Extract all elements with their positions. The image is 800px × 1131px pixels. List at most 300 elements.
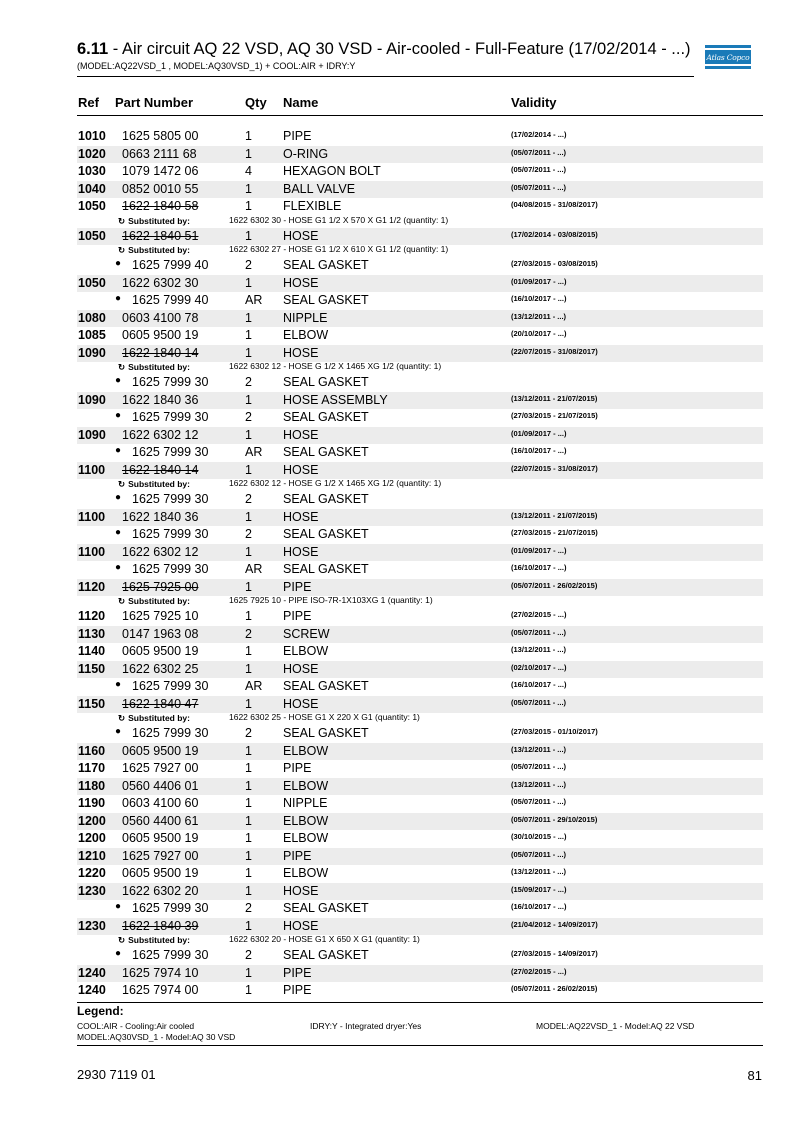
name-cell: SEAL GASKET	[283, 293, 369, 307]
validity-cell: (13/12/2011 - ...)	[511, 744, 567, 754]
ref-cell: 1050	[78, 275, 106, 290]
substituted-label: ↻ Substituted by:	[118, 713, 190, 723]
qty-cell: 2	[245, 901, 252, 915]
validity-cell: (27/02/2015 - ...)	[511, 966, 567, 976]
substituted-label: ↻ Substituted by:	[118, 479, 190, 489]
table-row	[77, 409, 763, 427]
bullet-icon: ●	[115, 375, 122, 386]
part-number-cell: 0603 4100 78	[122, 310, 199, 325]
table-row	[77, 257, 763, 275]
qty-cell: 2	[245, 375, 252, 389]
name-cell: ELBOW	[283, 743, 329, 758]
ref-cell: 1220	[78, 866, 106, 880]
qty-cell: AR	[245, 445, 263, 459]
table-row	[77, 427, 763, 445]
qty-cell: AR	[245, 679, 263, 693]
name-cell: HEXAGON BOLT	[283, 164, 381, 178]
name-cell: HOSE	[283, 462, 319, 477]
ref-cell: 1100	[78, 509, 106, 524]
qty-cell: 4	[245, 164, 252, 178]
substitution-text: 1622 6302 20 - HOSE G1 X 650 X G1 (quantity: 1)	[229, 934, 420, 944]
part-number-cell: 0852 0010 55	[122, 181, 199, 196]
validity-cell: (30/10/2015 - ...)	[511, 832, 567, 841]
name-cell: HOSE	[283, 661, 319, 676]
part-number-cell: 1625 7974 10	[122, 965, 199, 980]
bullet-icon: ●	[115, 726, 122, 737]
part-number-cell: 1625 7999 30	[132, 679, 209, 693]
ref-cell: 1230	[78, 883, 106, 898]
substitution-row	[77, 479, 763, 491]
table-row	[77, 760, 763, 778]
qty-cell: AR	[245, 293, 263, 307]
qty-cell: 1	[245, 796, 252, 810]
table-row	[77, 491, 763, 509]
table-row	[77, 696, 763, 714]
part-number-cell: 1625 7999 30	[132, 948, 209, 962]
validity-cell: (13/12/2011 - ...)	[511, 311, 567, 321]
substituted-label: ↻ Substituted by:	[118, 245, 190, 255]
table-row	[77, 526, 763, 544]
name-cell: HOSE	[283, 228, 319, 243]
substitution-text: 1622 6302 30 - HOSE G1 1/2 X 570 X G1 1/2 (quantity: 1)	[229, 214, 449, 225]
validity-cell: (05/07/2011 - 26/02/2015)	[511, 580, 598, 590]
qty-cell: 1	[245, 228, 252, 243]
table-row	[77, 626, 763, 644]
table-row	[77, 292, 763, 310]
table-row	[77, 778, 763, 796]
part-number-cell: 1622 1840 14	[122, 462, 199, 477]
validity-cell: (16/10/2017 - ...)	[511, 294, 567, 303]
table-row	[77, 509, 763, 527]
validity-cell: (02/10/2017 - ...)	[511, 662, 567, 672]
part-number-cell: 1625 7999 30	[132, 445, 209, 459]
part-number-cell: 1622 1840 14	[122, 345, 199, 360]
qty-cell: 1	[245, 544, 252, 559]
qty-cell: 1	[245, 427, 252, 442]
table-row	[77, 883, 763, 901]
legend-item: COOL:AIR - Cooling:Air cooled	[77, 1021, 195, 1031]
validity-cell: (05/07/2011 - ...)	[511, 627, 567, 637]
qty-cell: 1	[245, 328, 252, 342]
table-row	[77, 310, 763, 328]
name-cell: SEAL GASKET	[283, 492, 369, 506]
table-row	[77, 444, 763, 462]
part-number-cell: 1625 7999 30	[132, 375, 209, 389]
table-row	[77, 327, 763, 345]
name-cell: HOSE	[283, 275, 319, 290]
ref-cell: 1010	[78, 129, 106, 143]
col-ref: Ref	[78, 95, 99, 110]
qty-cell: 1	[245, 661, 252, 676]
legend-item: IDRY:Y - Integrated dryer:Yes	[310, 1021, 422, 1031]
qty-cell: 2	[245, 258, 252, 272]
ref-cell: 1020	[78, 146, 106, 161]
qty-cell: 1	[245, 831, 252, 845]
part-number-cell: 1625 5805 00	[122, 129, 199, 143]
validity-cell: (27/03/2015 - 14/09/2017)	[511, 949, 598, 958]
refresh-icon: ↻	[118, 215, 126, 226]
table-row	[77, 947, 763, 965]
validity-cell: (27/03/2015 - 21/07/2015)	[511, 528, 598, 537]
legend	[77, 1002, 763, 1046]
name-cell: SEAL GASKET	[283, 258, 369, 272]
ref-cell: 1210	[78, 848, 106, 863]
qty-cell: 1	[245, 644, 252, 658]
part-number-cell: 1622 1840 36	[122, 392, 199, 407]
table-row	[77, 544, 763, 562]
validity-cell: (15/09/2017 - ...)	[511, 884, 567, 894]
validity-cell: (05/07/2011 - ...)	[511, 849, 567, 859]
ref-cell: 1120	[78, 579, 106, 594]
part-number-cell: 1625 7925 10	[122, 609, 199, 623]
table-row	[77, 795, 763, 813]
qty-cell: 1	[245, 866, 252, 880]
ref-cell: 1170	[78, 761, 106, 775]
qty-cell: 1	[245, 129, 252, 143]
validity-cell: (01/09/2017 - ...)	[511, 545, 567, 555]
ref-cell: 1240	[78, 983, 106, 997]
name-cell: SEAL GASKET	[283, 445, 369, 459]
part-number-cell: 1625 7999 30	[132, 410, 209, 424]
page-number: 81	[747, 1068, 762, 1083]
part-number-cell: 1625 7927 00	[122, 848, 199, 863]
substituted-label: ↻ Substituted by:	[118, 935, 190, 945]
validity-cell: (05/07/2011 - 26/02/2015)	[511, 984, 598, 993]
substitution-text: 1625 7925 10 - PIPE ISO-7R-1X103XG 1 (quantity: 1)	[229, 595, 433, 605]
table-row	[77, 228, 763, 246]
col-part-number: Part Number	[115, 95, 194, 110]
table-row	[77, 579, 763, 597]
ref-cell: 1230	[78, 918, 106, 933]
model-filter: (MODEL:AQ22VSD_1 , MODEL:AQ30VSD_1) + COOL:AIR + IDRY:Y	[77, 61, 356, 71]
qty-cell: 1	[245, 813, 252, 828]
part-number-cell: 1625 7999 40	[132, 293, 209, 307]
name-cell: HOSE	[283, 345, 319, 360]
qty-cell: 1	[245, 392, 252, 407]
refresh-icon: ↻	[118, 245, 126, 255]
qty-cell: 1	[245, 918, 252, 933]
validity-cell: (16/10/2017 - ...)	[511, 563, 567, 572]
part-number-cell: 1622 1840 47	[122, 696, 199, 711]
substitution-row	[77, 713, 763, 725]
name-cell: HOSE	[283, 696, 319, 711]
ref-cell: 1240	[78, 965, 106, 980]
ref-cell: 1090	[78, 427, 106, 442]
table-row	[77, 678, 763, 696]
part-number-cell: 1625 7927 00	[122, 761, 199, 775]
substitution-row	[77, 216, 763, 228]
name-cell: SEAL GASKET	[283, 679, 369, 693]
part-number-cell: 0605 9500 19	[122, 831, 199, 845]
table-row	[77, 181, 763, 199]
qty-cell: 1	[245, 579, 252, 594]
bullet-icon: ●	[115, 445, 122, 456]
table-row	[77, 982, 763, 1000]
qty-cell: 2	[245, 948, 252, 962]
table-row	[77, 462, 763, 480]
part-number-cell: 1622 6302 20	[122, 883, 199, 898]
bullet-icon: ●	[115, 258, 122, 269]
qty-cell: 2	[245, 410, 252, 424]
part-number-cell: 0560 4400 61	[122, 813, 199, 828]
bullet-icon: ●	[115, 901, 122, 912]
ref-cell: 1200	[78, 831, 106, 845]
column-headers	[77, 95, 763, 116]
name-cell: ELBOW	[283, 831, 329, 845]
validity-cell: (17/02/2014 - ...)	[511, 130, 567, 139]
name-cell: SEAL GASKET	[283, 562, 369, 576]
name-cell: HOSE	[283, 427, 319, 442]
table-row	[77, 918, 763, 936]
qty-cell: 2	[245, 527, 252, 541]
refresh-icon: ↻	[118, 596, 126, 606]
part-number-cell: 1625 7999 30	[132, 726, 209, 740]
document-number: 2930 7119 01	[77, 1067, 156, 1082]
ref-cell: 1190	[78, 796, 106, 810]
part-number-cell: 0560 4406 01	[122, 778, 199, 793]
part-number-cell: 1622 1840 51	[122, 228, 199, 243]
validity-cell: (13/12/2011 - ...)	[511, 779, 567, 789]
name-cell: PIPE	[283, 848, 312, 863]
name-cell: ELBOW	[283, 813, 329, 828]
validity-cell: (05/07/2011 - ...)	[511, 797, 567, 806]
name-cell: PIPE	[283, 761, 312, 775]
substitution-text: 1622 6302 12 - HOSE G 1/2 X 1465 XG 1/2 (quantity: 1)	[229, 361, 442, 371]
table-row	[77, 900, 763, 918]
refresh-icon: ↻	[118, 713, 126, 723]
name-cell: HOSE	[283, 509, 319, 524]
name-cell: SEAL GASKET	[283, 726, 369, 740]
ref-cell: 1100	[78, 544, 106, 559]
header-rule	[77, 76, 694, 77]
table-row	[77, 643, 763, 661]
qty-cell: 1	[245, 146, 252, 161]
part-number-cell: 1622 1840 58	[122, 199, 199, 213]
bullet-icon: ●	[115, 492, 122, 503]
table-row	[77, 561, 763, 579]
ref-cell: 1050	[78, 228, 106, 243]
table-row	[77, 163, 763, 181]
validity-cell: (05/07/2011 - ...)	[511, 147, 567, 157]
qty-cell: 1	[245, 761, 252, 775]
bullet-icon: ●	[115, 948, 122, 959]
name-cell: PIPE	[283, 965, 312, 980]
table-row	[77, 198, 763, 216]
part-number-cell: 1625 7999 40	[132, 258, 209, 272]
parts-table	[77, 128, 763, 1000]
table-row	[77, 725, 763, 743]
validity-cell: (04/08/2015 - 31/08/2017)	[511, 200, 598, 209]
name-cell: HOSE ASSEMBLY	[283, 392, 388, 407]
ref-cell: 1040	[78, 181, 106, 196]
validity-cell: (22/07/2015 - 31/08/2017)	[511, 346, 598, 356]
name-cell: O-RING	[283, 146, 329, 161]
name-cell: NIPPLE	[283, 310, 328, 325]
name-cell: SEAL GASKET	[283, 948, 369, 962]
substitution-text: 1622 6302 12 - HOSE G 1/2 X 1465 XG 1/2 (quantity: 1)	[229, 478, 442, 488]
table-row	[77, 608, 763, 626]
part-number-cell: 1625 7999 30	[132, 527, 209, 541]
name-cell: HOSE	[283, 544, 319, 559]
qty-cell: 1	[245, 199, 252, 213]
name-cell: SEAL GASKET	[283, 410, 369, 424]
qty-cell: 1	[245, 609, 252, 623]
table-row	[77, 813, 763, 831]
name-cell: ELBOW	[283, 328, 329, 342]
qty-cell: 1	[245, 743, 252, 758]
part-number-cell: 1079 1472 06	[122, 164, 199, 178]
name-cell: PIPE	[283, 609, 312, 623]
part-number-cell: 1625 7999 30	[132, 901, 209, 915]
part-number-cell: 0663 2111 68	[122, 146, 197, 161]
substitution-row	[77, 245, 763, 257]
validity-cell: (22/07/2015 - 31/08/2017)	[511, 463, 598, 473]
qty-cell: 1	[245, 345, 252, 360]
part-number-cell: 0147 1963 08	[122, 626, 199, 641]
table-row	[77, 865, 763, 883]
qty-cell: 1	[245, 848, 252, 863]
substituted-label: ↻ Substituted by:	[118, 215, 190, 226]
validity-cell: (05/07/2011 - ...)	[511, 182, 567, 192]
col-name: Name	[283, 95, 319, 110]
validity-cell: (21/04/2012 - 14/09/2017)	[511, 919, 598, 929]
table-row	[77, 392, 763, 410]
part-number-cell: 1622 1840 39	[122, 918, 199, 933]
substitution-row	[77, 935, 763, 947]
validity-cell: (16/10/2017 - ...)	[511, 680, 567, 689]
part-number-cell: 1622 1840 36	[122, 509, 199, 524]
part-number-cell: 0605 9500 19	[122, 328, 199, 342]
name-cell: SEAL GASKET	[283, 375, 369, 389]
ref-cell: 1180	[78, 778, 106, 793]
legend-item: MODEL:AQ30VSD_1 - Model:AQ 30 VSD	[77, 1032, 236, 1042]
validity-cell: (16/10/2017 - ...)	[511, 902, 567, 911]
name-cell: ELBOW	[283, 866, 329, 880]
part-number-cell: 1625 7974 00	[122, 983, 199, 997]
refresh-icon: ↻	[118, 362, 126, 372]
validity-cell: (13/12/2011 - ...)	[511, 645, 567, 654]
part-number-cell: 1622 6302 12	[122, 427, 199, 442]
part-number-cell: 0605 9500 19	[122, 866, 199, 880]
validity-cell: (05/07/2011 - ...)	[511, 165, 567, 174]
part-number-cell: 1622 6302 30	[122, 275, 199, 290]
ref-cell: 1090	[78, 392, 106, 407]
part-number-cell: 0603 4100 60	[122, 796, 199, 810]
table-row	[77, 275, 763, 293]
part-number-cell: 0605 9500 19	[122, 743, 199, 758]
validity-cell: (17/02/2014 - 03/08/2015)	[511, 229, 598, 239]
qty-cell: 1	[245, 275, 252, 290]
section-number: 6.11	[77, 40, 109, 58]
name-cell: PIPE	[283, 983, 312, 997]
validity-cell: (27/02/2015 - ...)	[511, 610, 567, 619]
refresh-icon: ↻	[118, 479, 126, 489]
col-validity: Validity	[511, 95, 557, 110]
name-cell: SEAL GASKET	[283, 527, 369, 541]
substitution-row	[77, 596, 763, 608]
name-cell: PIPE	[283, 579, 312, 594]
name-cell: FLEXIBLE	[283, 199, 342, 213]
qty-cell: 1	[245, 778, 252, 793]
table-row	[77, 830, 763, 848]
ref-cell: 1150	[78, 661, 106, 676]
qty-cell: 1	[245, 983, 252, 997]
validity-cell: (13/12/2011 - 21/07/2015)	[511, 393, 598, 403]
qty-cell: 1	[245, 310, 252, 325]
refresh-icon: ↻	[118, 935, 126, 945]
legend-item: MODEL:AQ22VSD_1 - Model:AQ 22 VSD	[536, 1021, 695, 1031]
name-cell: SEAL GASKET	[283, 901, 369, 915]
validity-cell: (05/07/2011 - ...)	[511, 762, 567, 771]
name-cell: ELBOW	[283, 778, 329, 793]
qty-cell: 1	[245, 462, 252, 477]
name-cell: BALL VALVE	[283, 181, 356, 196]
ref-cell: 1050	[78, 199, 106, 213]
ref-cell: 1080	[78, 310, 106, 325]
ref-cell: 1150	[78, 696, 106, 711]
qty-cell: 2	[245, 626, 252, 641]
validity-cell: (13/12/2011 - ...)	[511, 867, 567, 876]
qty-cell: 2	[245, 726, 252, 740]
section-title: - Air circuit AQ 22 VSD, AQ 30 VSD - Air-cooled - Full-Feature (17/02/2014 - ...)	[108, 40, 691, 58]
validity-cell: (05/07/2011 - ...)	[511, 697, 567, 707]
qty-cell: 1	[245, 883, 252, 898]
table-row	[77, 146, 763, 164]
validity-cell: (20/10/2017 - ...)	[511, 329, 567, 338]
validity-cell: (13/12/2011 - 21/07/2015)	[511, 510, 598, 520]
table-row	[77, 965, 763, 983]
atlas-copco-logo	[705, 45, 751, 69]
bullet-icon: ●	[115, 410, 122, 421]
ref-cell: 1120	[78, 609, 106, 623]
substituted-label: ↻ Substituted by:	[118, 596, 190, 606]
name-cell: NIPPLE	[283, 796, 328, 810]
substitution-row	[77, 362, 763, 374]
validity-cell: (27/03/2015 - 03/08/2015)	[511, 259, 598, 268]
substitution-text: 1622 6302 27 - HOSE G1 1/2 X 610 X G1 1/2 (quantity: 1)	[229, 244, 449, 254]
name-cell: HOSE	[283, 918, 319, 933]
validity-cell: (01/09/2017 - ...)	[511, 428, 567, 438]
table-row	[77, 743, 763, 761]
substitution-text: 1622 6302 25 - HOSE G1 X 220 X G1 (quantity: 1)	[229, 712, 420, 722]
qty-cell: AR	[245, 562, 263, 576]
qty-cell: 1	[245, 965, 252, 980]
ref-cell: 1030	[78, 164, 106, 178]
qty-cell: 1	[245, 181, 252, 196]
part-number-cell: 1625 7925 00	[122, 579, 199, 594]
ref-cell: 1160	[78, 743, 106, 758]
substituted-label: ↻ Substituted by:	[118, 362, 190, 372]
validity-cell: (27/03/2015 - 01/10/2017)	[511, 727, 598, 736]
part-number-cell: 1625 7999 30	[132, 492, 209, 506]
table-row	[77, 345, 763, 363]
table-row	[77, 848, 763, 866]
table-row	[77, 128, 763, 146]
ref-cell: 1100	[78, 462, 106, 477]
ref-cell: 1130	[78, 626, 106, 641]
legend-title: Legend:	[77, 1004, 124, 1018]
qty-cell: 1	[245, 696, 252, 711]
table-row	[77, 661, 763, 679]
page-header	[77, 40, 763, 78]
bullet-icon: ●	[115, 527, 122, 538]
table-row	[77, 374, 763, 392]
qty-cell: 2	[245, 492, 252, 506]
part-number-cell: 1622 6302 12	[122, 544, 199, 559]
page-title	[77, 40, 691, 59]
validity-cell: (27/03/2015 - 21/07/2015)	[511, 411, 598, 420]
logo-text: Atlas Copco	[706, 52, 750, 62]
